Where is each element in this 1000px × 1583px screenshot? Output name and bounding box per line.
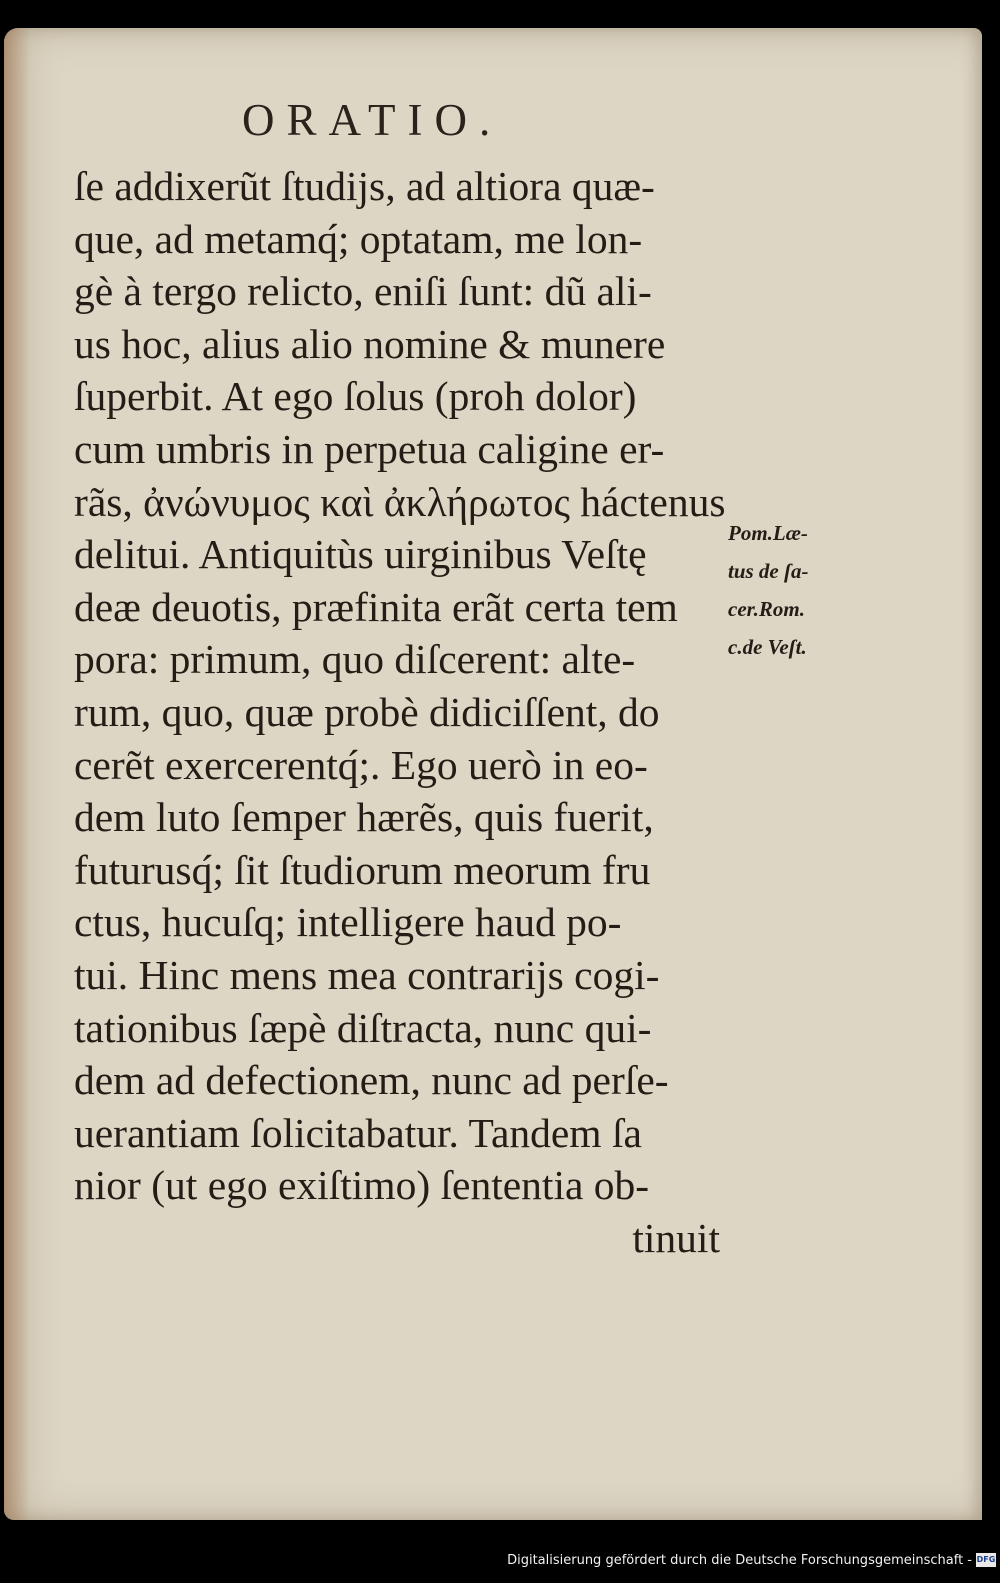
text-line: tationibus ſæpè diſtracta, nunc qui-	[74, 1004, 652, 1051]
dfg-logo-icon: DFG	[976, 1553, 996, 1567]
text-line: delitui. Antiquitùs uirginibus Veſtę	[74, 531, 647, 578]
text-line: dem ad defectionem, nunc ad perſe-	[74, 1057, 669, 1104]
catchword: tinuit	[632, 1214, 720, 1261]
text-line: deæ deuotis, præfinita erãt certa tem	[74, 583, 678, 630]
marginal-note-line: Pom.Læ-	[728, 521, 808, 545]
text-line: cum umbris in perpetua caligine er-	[74, 425, 665, 472]
text-line: ctus, hucuſq; intelligere haud po-	[74, 899, 622, 946]
text-line: gè à tergo relicto, eniſi ſunt: dũ ali-	[74, 268, 652, 315]
text-line: ſe addixerũt ſtudijs, ad altiora quæ-	[74, 163, 655, 209]
page-spine-shadow	[4, 28, 30, 1520]
marginal-note	[728, 514, 878, 666]
text-line: nior (ut ego exiſtimo) ſententia ob-	[74, 1162, 650, 1209]
text-line: uerantiam ſolicitabatur. Tandem ſa	[74, 1109, 642, 1156]
funding-credit: Digitalisierung gefördert durch die Deutsche Forschungsgemeinschaft -	[507, 1553, 972, 1568]
running-header: ORATIO.	[242, 95, 503, 145]
text-line: futurusq́; ſit ſtudiorum meorum fru	[74, 846, 651, 893]
body-text	[74, 160, 734, 1264]
text-line: rãs, ἀνώνυμος καὶ ἀκλήρωτος háctenus	[74, 478, 726, 525]
marginal-note-line: c.de Veſt.	[728, 635, 807, 659]
text-line: ſuperbit. At ego ſolus (proh dolor)	[74, 373, 637, 420]
text-line: tui. Hinc mens mea contrarijs cogi-	[74, 951, 660, 998]
text-line: rum, quo, quæ probè didiciſſent, do	[74, 688, 660, 735]
text-line: us hoc, alius alio nomine & munere	[74, 320, 666, 367]
marginal-note-line: cer.Rom.	[728, 597, 805, 621]
text-line: dem luto ſemper hærẽs, quis fuerit,	[74, 794, 654, 841]
text-line: cerẽt exercerentq́;. Ego uerò in eo-	[74, 741, 648, 788]
text-line: que, ad metamq́; optatam, me lon-	[74, 215, 643, 262]
text-line: pora: primum, quo diſcerent: alte-	[74, 636, 636, 683]
marginal-note-line: tus de ſa-	[728, 559, 809, 583]
